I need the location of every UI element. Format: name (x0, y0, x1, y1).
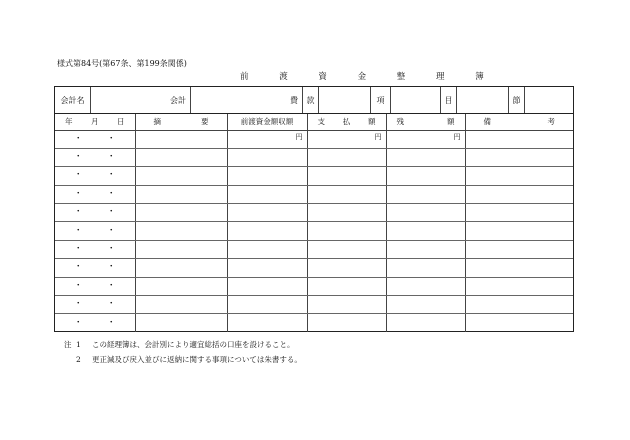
date-cell[interactable] (55, 240, 135, 258)
balance-cell[interactable] (386, 296, 465, 314)
date-cell[interactable] (55, 314, 135, 332)
yen-unit: 円 (374, 132, 382, 141)
table-row (55, 222, 573, 240)
table-row (55, 148, 573, 166)
advance-receipt-cell[interactable] (227, 314, 307, 332)
date-cell[interactable] (55, 185, 135, 203)
advance-receipt-cell[interactable] (227, 130, 307, 148)
summary-cell[interactable] (135, 314, 227, 332)
remarks-cell[interactable] (465, 204, 573, 222)
balance-cell[interactable] (386, 259, 465, 277)
payment-cell[interactable] (307, 204, 386, 222)
date-separator: ・ (106, 170, 116, 181)
balance-cell[interactable] (386, 277, 465, 295)
date-separator: ・ (106, 207, 116, 218)
kan-field[interactable] (319, 87, 371, 113)
date-cell[interactable] (55, 167, 135, 185)
payment-cell[interactable] (307, 259, 386, 277)
date-separator: ・ (73, 317, 83, 328)
advance-receipt-cell[interactable] (227, 148, 307, 166)
payment-cell[interactable] (307, 314, 386, 332)
remarks-cell[interactable] (465, 259, 573, 277)
table-row (55, 259, 573, 277)
remarks-cell[interactable] (465, 185, 573, 203)
table-row (55, 204, 573, 222)
summary-cell[interactable] (135, 222, 227, 240)
balance-cell[interactable] (386, 204, 465, 222)
payment-cell[interactable] (307, 185, 386, 203)
kan-label: 款 (303, 87, 319, 113)
kou-field[interactable] (391, 87, 441, 113)
notes (64, 337, 302, 367)
kou-label: 項 (371, 87, 391, 113)
remarks-cell[interactable] (465, 167, 573, 185)
moku-label: 目 (441, 87, 457, 113)
ledger-table (55, 114, 573, 332)
setsu-label: 節 (509, 87, 525, 113)
summary-cell[interactable] (135, 148, 227, 166)
expense-label: 費 (191, 87, 303, 113)
payment-cell[interactable] (307, 296, 386, 314)
payment-cell[interactable] (307, 167, 386, 185)
table-row (55, 240, 573, 258)
date-separator: ・ (73, 188, 83, 199)
date-separator: ・ (73, 170, 83, 181)
advance-receipt-cell[interactable] (227, 259, 307, 277)
date-separator: ・ (73, 299, 83, 310)
payment-cell[interactable] (307, 222, 386, 240)
setsu-field[interactable] (525, 87, 573, 113)
balance-cell[interactable] (386, 240, 465, 258)
summary-cell[interactable] (135, 240, 227, 258)
date-cell[interactable] (55, 130, 135, 148)
table-row (55, 167, 573, 185)
balance-cell[interactable] (386, 314, 465, 332)
remarks-column-header: 備 考 (465, 114, 573, 130)
payment-cell[interactable] (307, 148, 386, 166)
advance-receipt-cell[interactable] (227, 204, 307, 222)
summary-cell[interactable] (135, 259, 227, 277)
advance-receipt-cell[interactable] (227, 296, 307, 314)
advance-receipt-cell[interactable] (227, 167, 307, 185)
advance-receipt-column-header: 前渡資金額収額 (227, 114, 307, 130)
note-item: 注 1 この経理簿は、会計別により適宜総括の口座を設けること。 (64, 337, 302, 352)
date-separator: ・ (73, 280, 83, 291)
summary-cell[interactable] (135, 277, 227, 295)
date-separator: ・ (106, 244, 116, 255)
date-separator: ・ (106, 262, 116, 273)
table-row (55, 185, 573, 203)
date-separator: ・ (73, 152, 83, 163)
balance-cell[interactable] (386, 167, 465, 185)
date-column-header: 年 月 日 (55, 114, 135, 130)
summary-cell[interactable] (135, 185, 227, 203)
balance-cell[interactable] (386, 148, 465, 166)
account-header-row (55, 87, 573, 114)
date-separator: ・ (106, 152, 116, 163)
date-separator: ・ (106, 280, 116, 291)
remarks-cell[interactable] (465, 240, 573, 258)
remarks-cell[interactable] (465, 296, 573, 314)
date-cell[interactable] (55, 277, 135, 295)
note-mark: 注 (64, 340, 72, 349)
remarks-cell[interactable] (465, 277, 573, 295)
column-header-row (55, 114, 573, 130)
remarks-cell[interactable] (465, 130, 573, 148)
date-cell[interactable] (55, 259, 135, 277)
advance-receipt-cell[interactable] (227, 185, 307, 203)
yen-unit: 円 (295, 132, 303, 141)
date-separator: ・ (106, 317, 116, 328)
date-cell[interactable] (55, 148, 135, 166)
balance-column-header: 残 額 (386, 114, 465, 130)
date-cell[interactable] (55, 204, 135, 222)
date-separator: ・ (73, 244, 83, 255)
payment-cell[interactable] (307, 240, 386, 258)
summary-cell[interactable] (135, 167, 227, 185)
advance-receipt-cell[interactable] (227, 222, 307, 240)
remarks-cell[interactable] (465, 148, 573, 166)
date-separator: ・ (73, 207, 83, 218)
summary-cell[interactable] (135, 204, 227, 222)
date-separator: ・ (73, 262, 83, 273)
payment-cell[interactable] (307, 130, 386, 148)
yen-unit: 円 (453, 132, 461, 141)
date-separator: ・ (106, 225, 116, 236)
remarks-cell[interactable] (465, 222, 573, 240)
date-separator: ・ (73, 225, 83, 236)
date-separator: ・ (106, 188, 116, 199)
remarks-cell[interactable] (465, 314, 573, 332)
payment-cell[interactable] (307, 277, 386, 295)
note-item: 2 更正減及び戻入並びに返納に関する事項については朱書する。 (76, 355, 302, 364)
ledger-form (54, 86, 574, 332)
balance-cell[interactable] (386, 185, 465, 203)
date-separator: ・ (106, 133, 116, 144)
payment-column-header: 支 払 額 (307, 114, 386, 130)
account-name-label: 会計名 (55, 87, 91, 113)
form-number: 様式第84号(第67条、第199条関係) (57, 59, 187, 68)
date-separator: ・ (73, 133, 83, 144)
table-row (55, 296, 573, 314)
summary-cell[interactable] (135, 296, 227, 314)
advance-receipt-cell[interactable] (227, 277, 307, 295)
table-row (55, 314, 573, 332)
summary-cell[interactable] (135, 130, 227, 148)
advance-receipt-cell[interactable] (227, 240, 307, 258)
table-row (55, 130, 573, 148)
date-cell[interactable] (55, 222, 135, 240)
table-row (55, 277, 573, 295)
balance-cell[interactable] (386, 222, 465, 240)
summary-column-header: 摘 要 (135, 114, 227, 130)
balance-cell[interactable] (386, 130, 465, 148)
moku-field[interactable] (457, 87, 509, 113)
date-separator: ・ (106, 299, 116, 310)
account-label: 会計 (91, 87, 191, 113)
form-title: 前 渡 資 金 整 理 簿 (240, 72, 498, 82)
date-cell[interactable] (55, 296, 135, 314)
